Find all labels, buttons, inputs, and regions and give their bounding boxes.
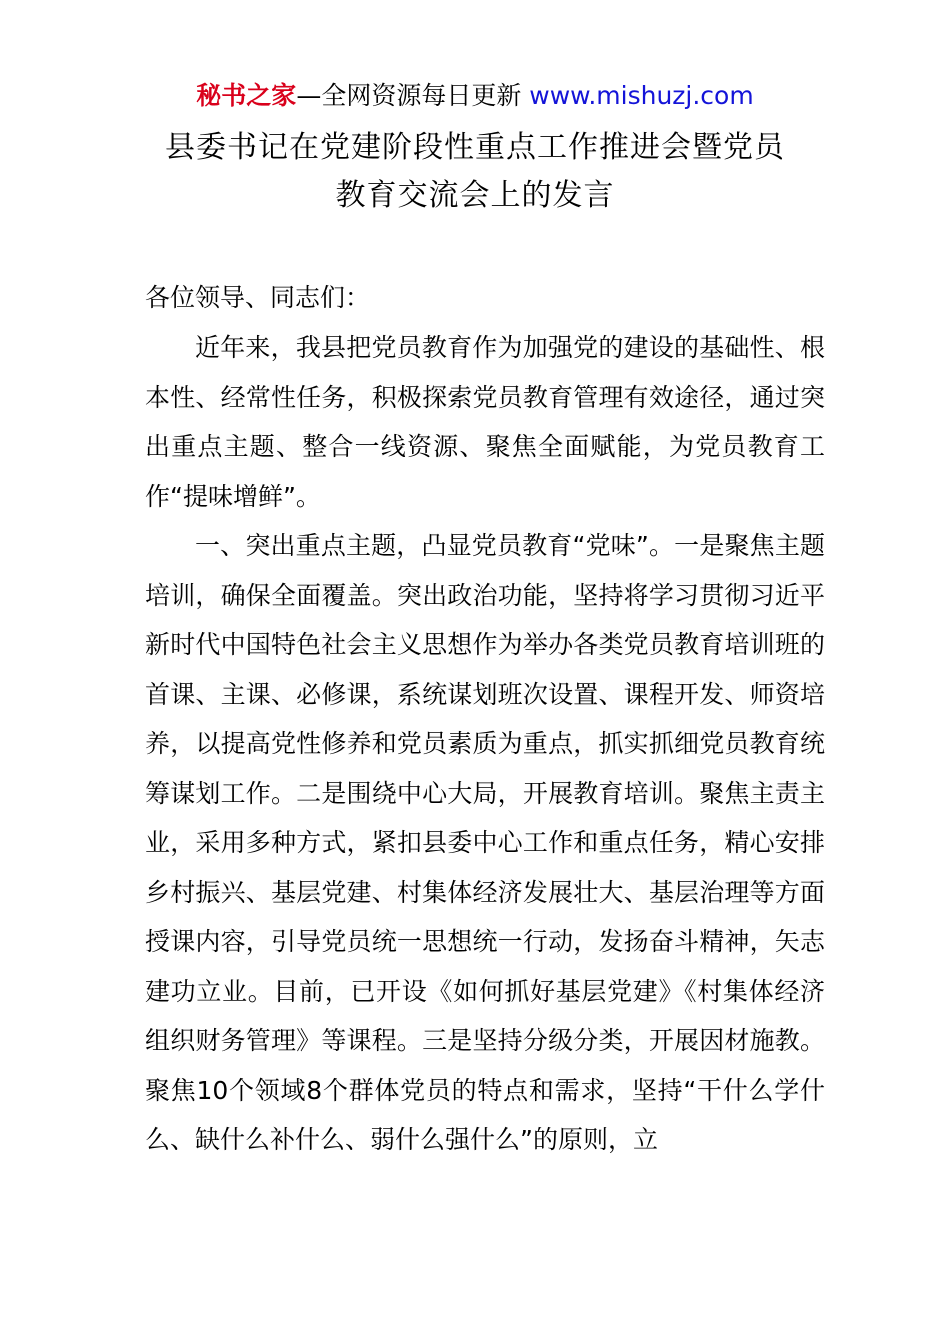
document-title-line-2: 教育交流会上的发言	[335, 178, 615, 213]
body-paragraph-1: 近年来，我县把党员教育作为加强党的建设的基础性、根本性、经常性任务，积极探索党员教育管理有效途径，通过突出重点主题、整合一线资源、聚焦全面赋能，为党员教育工作“提味增鲜”。	[145, 333, 825, 511]
site-header	[0, 78, 950, 114]
document-title-line-1: 县委书记在党建阶段性重点工作推进会暨党员	[165, 130, 785, 165]
site-url-link[interactable]: www.mishuzj.com	[529, 81, 754, 110]
body-paragraph-2: 一、突出重点主题，凸显党员教育“党味”。一是聚焦主题培训，确保全面覆盖。突出政治功能，坚持将学习贯彻习近平新时代中国特色社会主义思想作为举办各类党员教育培训班的首课、主课、必修课，系统谋划班次设置、课程开发、师资培养，以提高党性修养和党员素质为重点，抓实抓细党员教育统筹谋划工作。二是围绕中心大局，开展教育培训。聚焦主责主业，采用多种方式，紧扣县委中心工作和重点任务，精心安排乡村振兴、基层党建、村集体经济发展壮大、基层治理等方面授课内容，引导党员统一思想统一行动，发扬奋斗精神，矢志建功立业。目前，已开设《如何抓好基层党建》《村集体经济组织财务管理》等课程。三是坚持分级分类，开展因材施教。聚焦10个领域8个群体党员的特点和需求，坚持“干什么学什么、缺什么补什么、弱什么强什么”的原则，立	[145, 531, 825, 1154]
brand-name: 秘书之家	[196, 81, 297, 110]
header-slogan: —全网资源每日更新	[296, 81, 522, 110]
salutation: 各位领导、同志们：	[145, 283, 371, 312]
